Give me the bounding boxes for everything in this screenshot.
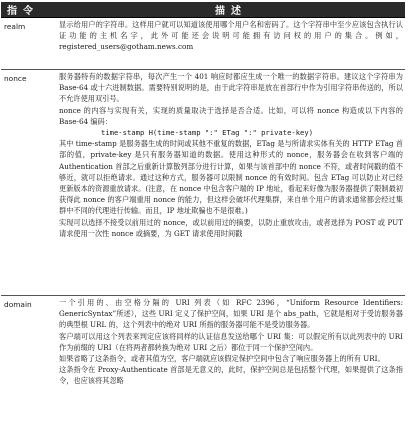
description-paragraph: 一个引用的、由空格分隔的 URI 列表（如 RFC 2396，“Uniform Resource Identifiers: GenericSyntax”所述），这些 URI 定义了保护空间，如果 URI 是个 abs_path，它就是相对于受访服务器的典型根 URL 的，这个列表中的绝对 URI 所指的服务器可能不是受访服务器。 xyxy=(59,297,403,331)
directive-name: domain xyxy=(1,296,57,443)
directive-description xyxy=(57,70,405,296)
description-paragraph: 服务器特有的数据字符串，每次产生一个 401 响应时都应生成一个唯一的数据字符串。建议这个字符串为 Base-64 或十六进制数据。需要特别说明的是，由于此字符串是放在首部行中作为引用字符串传送的，所以不允许使用双引号。 xyxy=(59,71,403,105)
directive-name: realm xyxy=(1,18,57,70)
table-row xyxy=(1,70,405,296)
table-header xyxy=(1,2,405,18)
directive-description xyxy=(57,296,405,443)
description-paragraph: 其中 time-stamp 是服务器生成的时间或其他不重复的数据，ETag 是与所请求实体有关的 HTTP ETag 首部的值，private-key 是只有服务器知道的数据。使用这种形式的 nonce，服务器会在收到客户端的 Authentication 首部之后重新计算散列部分进行计算，如果与该首部中的 nonce 不符，或者时间戳的值不够近，就可以拒绝请求。通过这种方式，服务器可以限制 nonce 的有效时间。包含 ETag 可以防止对已经更新版本的资源重放请求。(注意，在 nonce 中包含客户端的 IP 地址，看起来好像为服务器提供了限制最初获得此 nonce 的客户端重用 nonce 的能力，但这样会破坏代理集群，来自单个用户的请求通常都会经过集群中不同的代理进行传输。而且，IP 地址欺骗也不是很难。) xyxy=(59,138,403,216)
description-paragraph: 这条指令在 Proxy-Authenticate 首部是无意义的，此时，保护空间总是包括整个代理，如果提供了这条指令，也应该将其忽略 xyxy=(59,364,403,386)
table-row xyxy=(1,18,405,70)
description-paragraph: 如果省略了这条指令，或者其值为空，客户端就应该假定保护空间中包含了响应服务器上的所有 URI。 xyxy=(59,353,403,364)
description-paragraph: 显示给用户的字符串。这样用户就可以知道该使用哪个用户名和密码了。这个字符串中至少应该包含执行认证功能的主机名字，此外可能还会说明可能拥有访问权的用户的集合。例如，registered_users@gotham.news.com xyxy=(59,19,403,53)
directive-table xyxy=(1,2,405,443)
directive-description xyxy=(57,18,405,70)
code-line: time-stamp H(time-stamp ":" ETag ":" private-key) xyxy=(59,127,403,138)
directive-name: nonce xyxy=(1,70,57,296)
description-paragraph: 客户端可以用这个列表来判定应该将同样的认证信息发送给哪个 URI 集：可以假定所有以此列表中的 URI 作为前缀的 URI（在将两者都转换为绝对 URI 之后）都位于同一个保护空间内。 xyxy=(59,331,403,353)
table-row xyxy=(1,296,405,443)
description-paragraph: 实现可以选择不接受以前用过的 nonce，或以前用过的摘要，以防止重放攻击，或者选择为 POST 或 PUT 请求使用一次性 nonce 或摘要，为 GET 请求使用时间戳 xyxy=(59,217,403,239)
description-paragraph: nonce 的内容与实现有关，实现的质量取决于选择是否合适。比如，可以将 nonce 构造成以下内容的 Base-64 编码： xyxy=(59,105,403,127)
header-description: 描述 xyxy=(57,2,405,18)
header-directive: 指令 xyxy=(1,2,57,18)
